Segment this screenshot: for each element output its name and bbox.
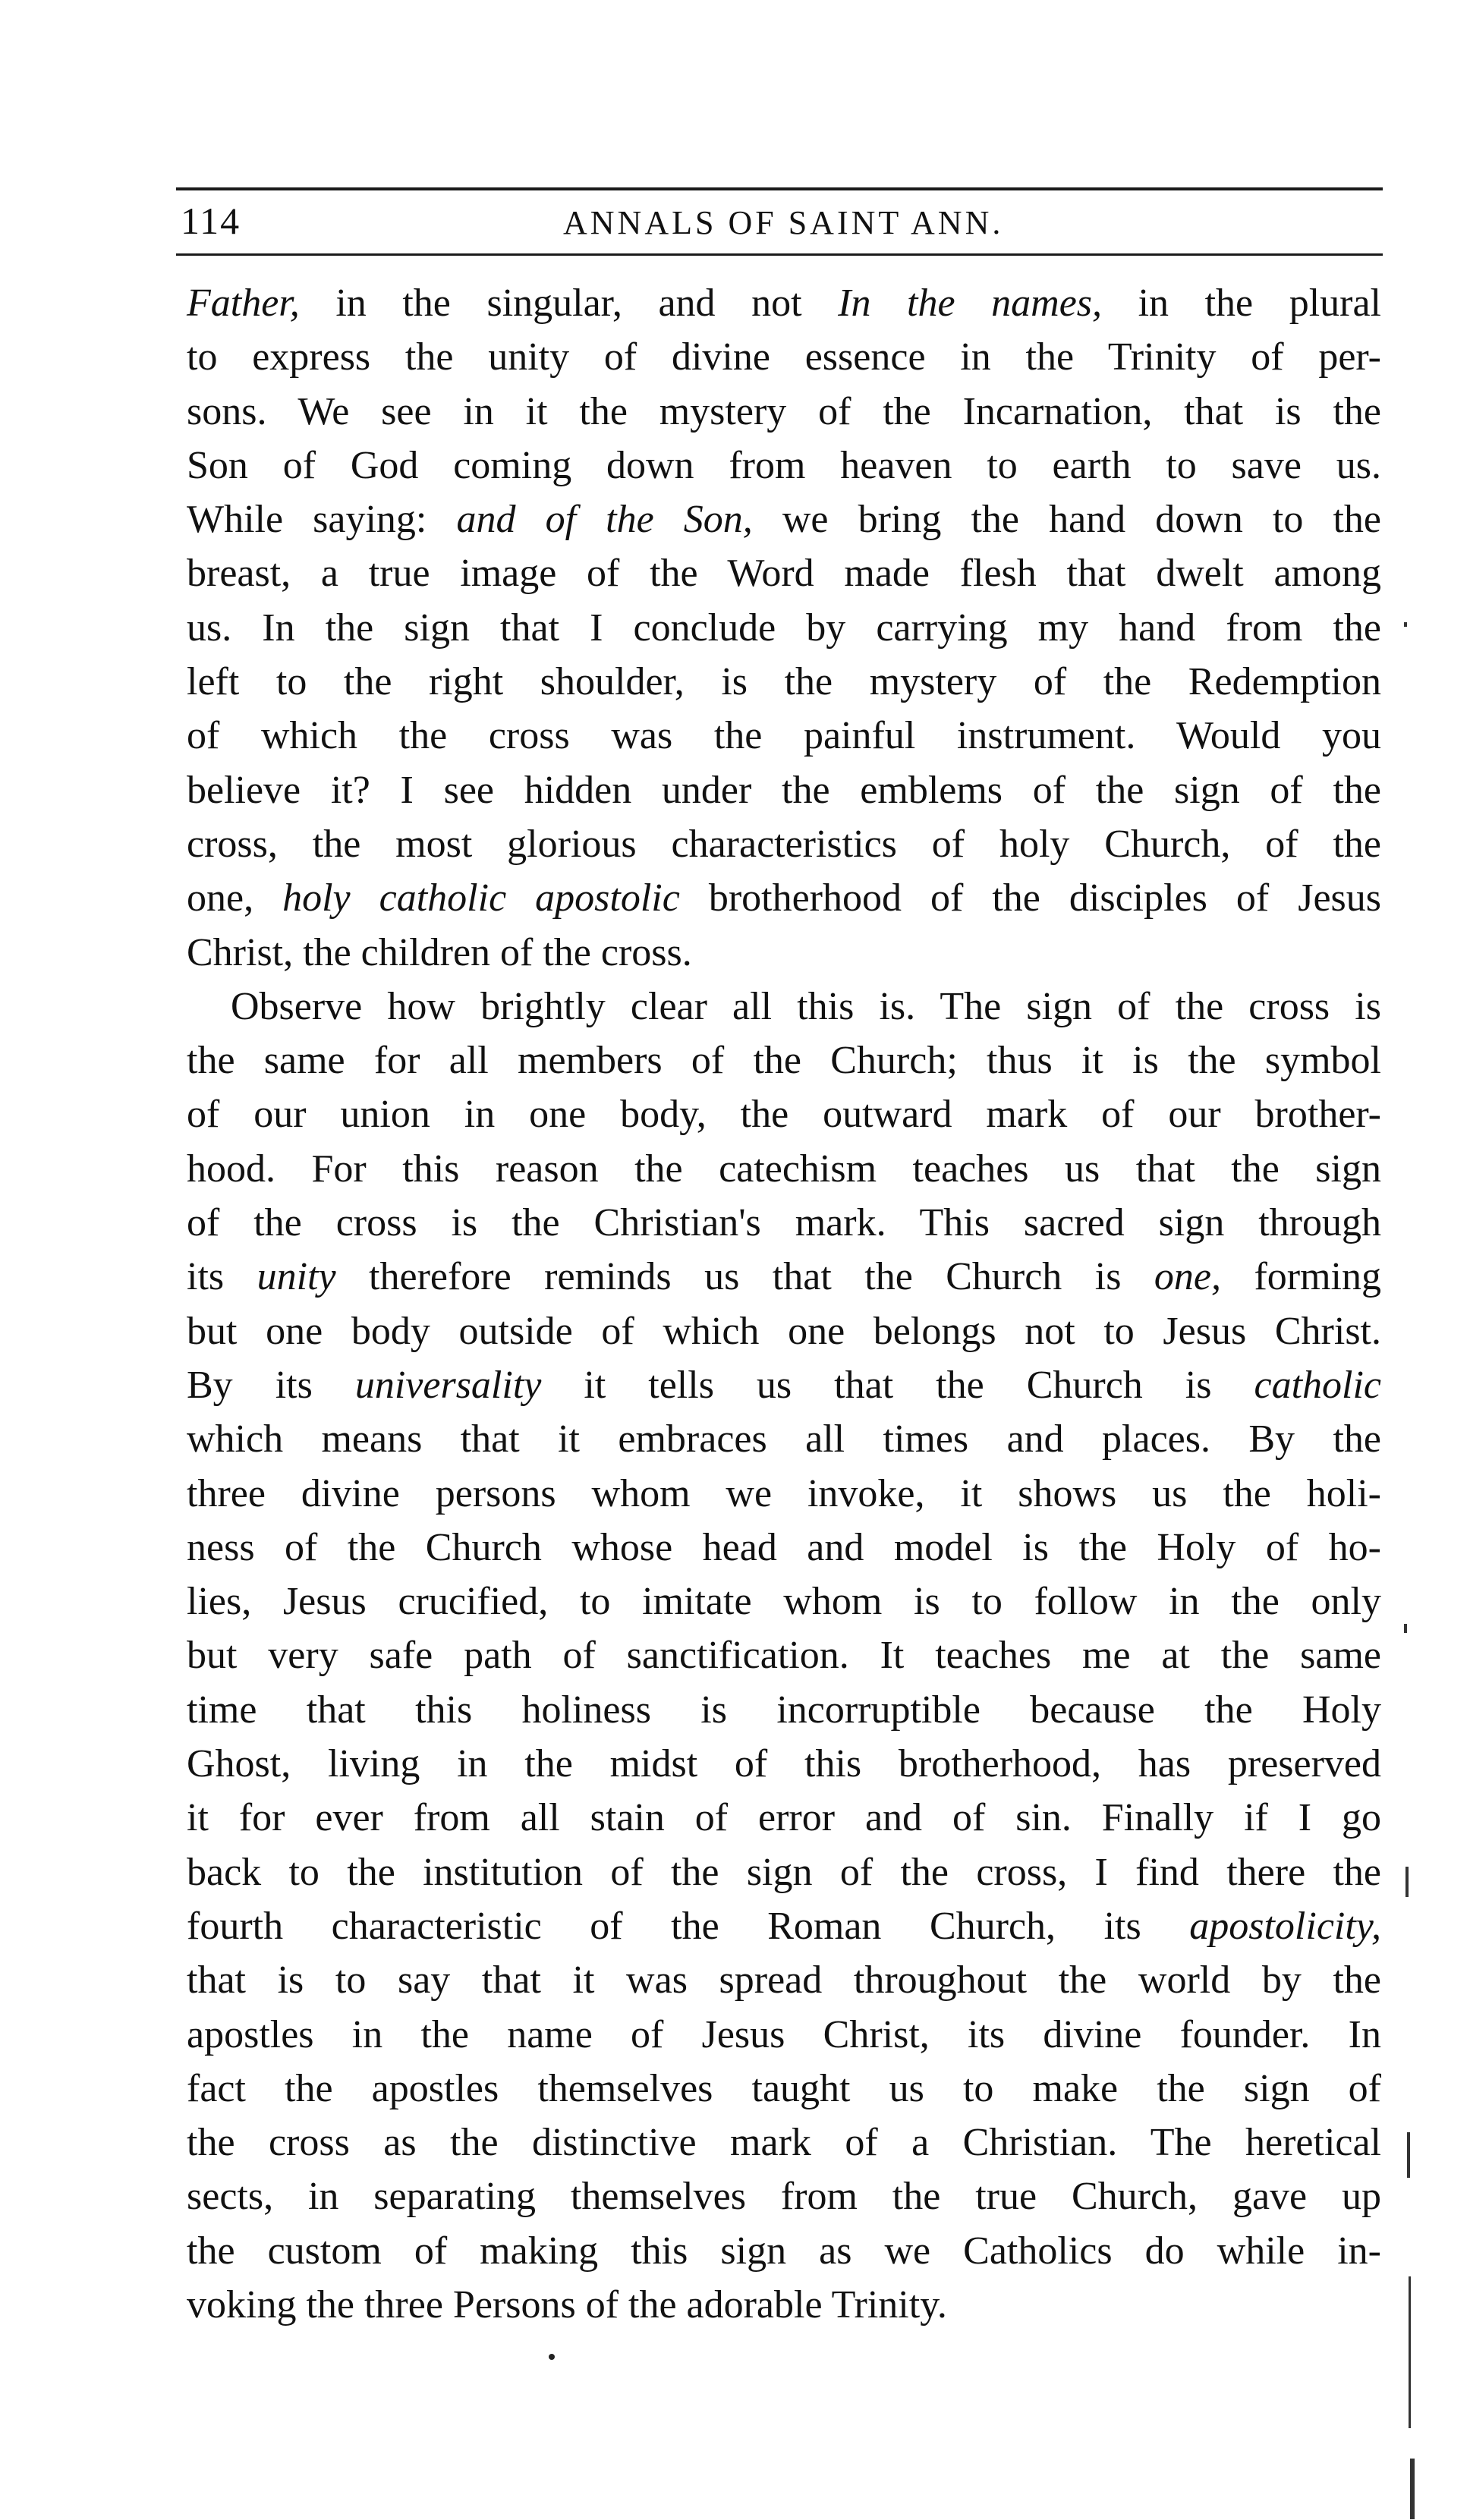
text-line bbox=[187, 709, 1381, 763]
body-text bbox=[187, 276, 1381, 2332]
text-run: time that this holiness is incorruptible because the Holy bbox=[187, 1688, 1381, 1732]
text-line bbox=[187, 1791, 1381, 1845]
text-line bbox=[187, 492, 1381, 546]
text-line bbox=[187, 763, 1381, 817]
text-line bbox=[187, 330, 1381, 384]
running-head bbox=[176, 199, 1383, 252]
italic-text: apostolicity, bbox=[1189, 1904, 1381, 1948]
text-line bbox=[187, 2278, 1381, 2332]
page-edge-marks bbox=[1402, 622, 1433, 2519]
text-run: but one body outside of which one belongs not to Jesus Christ. bbox=[187, 1309, 1381, 1353]
text-run: Ghost, living in the midst of this brotherhood, has preserved bbox=[187, 1742, 1381, 1786]
text-run: it tells us that the Church is bbox=[541, 1363, 1254, 1407]
text-run: us. In the sign that I conclude by carrying my hand from the bbox=[187, 606, 1381, 650]
text-line bbox=[187, 817, 1381, 871]
text-run: ness of the Church whose head and model is the Holy of ho- bbox=[187, 1525, 1381, 1569]
text-line bbox=[187, 2169, 1381, 2223]
page-number: 114 bbox=[181, 200, 241, 242]
text-run: Son of God coming down from heaven to earth to save us. bbox=[187, 443, 1381, 487]
text-run: the cross as the distinctive mark of a Christian. The heretical bbox=[187, 2121, 1381, 2165]
text-run: of the cross is the Christian's mark. This sacred sign through bbox=[187, 1201, 1381, 1245]
header-rule-top bbox=[176, 187, 1383, 190]
text-run: but very safe path of sanctification. It teaches me at the same bbox=[187, 1634, 1381, 1678]
text-run: of which the cross was the painful instrument. Would you bbox=[187, 714, 1381, 758]
text-line bbox=[187, 1899, 1381, 1953]
text-line bbox=[187, 1250, 1381, 1304]
text-line bbox=[187, 926, 1381, 980]
text-line bbox=[187, 1467, 1381, 1521]
text-run: of our union in one body, the outward mark of our brother- bbox=[187, 1093, 1381, 1137]
text-line bbox=[187, 1142, 1381, 1196]
text-line bbox=[187, 1304, 1381, 1358]
header-rule-bottom bbox=[176, 253, 1383, 256]
text-run: voking the three Persons of the adorable Trinity. bbox=[187, 2282, 947, 2327]
text-run: we bring the hand down to the bbox=[752, 498, 1381, 542]
text-run: lies, Jesus crucified, to imitate whom is to follow in the only bbox=[187, 1580, 1381, 1624]
text-line bbox=[187, 1521, 1381, 1575]
text-line bbox=[187, 546, 1381, 600]
italic-text: and of the Son, bbox=[456, 498, 753, 542]
text-run: that is to say that it was spread throughout the world by the bbox=[187, 1958, 1381, 2002]
italic-text: holy catholic apostolic bbox=[282, 876, 680, 920]
italic-text: universality bbox=[354, 1363, 542, 1407]
text-line bbox=[187, 1358, 1381, 1412]
text-run: Christ, the children of the cross. bbox=[187, 930, 692, 974]
text-run: By its bbox=[187, 1363, 355, 1407]
text-line bbox=[187, 1953, 1381, 2007]
ornament-dot bbox=[549, 2354, 555, 2360]
text-run: fourth characteristic of the Roman Church, its bbox=[187, 1904, 1190, 1948]
text-run: the custom of making this sign as we Catholics do while in- bbox=[187, 2229, 1381, 2273]
text-run: brotherhood of the disciples of Jesus bbox=[679, 876, 1381, 920]
text-run: While saying: bbox=[187, 498, 457, 542]
text-line bbox=[187, 601, 1381, 655]
text-line bbox=[187, 1196, 1381, 1250]
text-line bbox=[187, 1737, 1381, 1791]
text-run: therefore reminds us that the Church is bbox=[335, 1255, 1154, 1299]
text-line bbox=[187, 1845, 1381, 1899]
text-line bbox=[187, 2224, 1381, 2278]
text-run: sects, in separating themselves from the true Church, gave up bbox=[187, 2175, 1381, 2219]
italic-text: catholic bbox=[1254, 1363, 1381, 1407]
text-line bbox=[187, 1033, 1381, 1087]
italic-text: one, bbox=[1154, 1255, 1222, 1299]
italic-text: Father, bbox=[187, 282, 300, 325]
text-run: in the singular, and not bbox=[299, 282, 839, 325]
text-run: in the plural bbox=[1102, 282, 1381, 325]
text-run: left to the right shoulder, is the mystery of the Redemption bbox=[187, 660, 1381, 704]
text-run: the same for all members of the Church; thus it is the symbol bbox=[187, 1039, 1381, 1083]
text-line bbox=[187, 385, 1381, 439]
text-line bbox=[187, 439, 1381, 492]
italic-text: unity bbox=[257, 1255, 336, 1299]
running-title: ANNALS OF SAINT ANN. bbox=[563, 204, 1004, 241]
text-run: cross, the most glorious characteristics of holy Church, of the bbox=[187, 822, 1381, 866]
text-line bbox=[187, 1087, 1381, 1141]
text-line bbox=[187, 1628, 1381, 1682]
text-line bbox=[187, 1575, 1381, 1628]
text-line bbox=[187, 1683, 1381, 1737]
text-run: its bbox=[187, 1255, 257, 1299]
text-run: sons. We see in it the mystery of the Incarnation, that is the bbox=[187, 389, 1381, 433]
text-run: breast, a true image of the Word made flesh that dwelt among bbox=[187, 552, 1381, 596]
text-run: hood. For this reason the catechism teaches us that the sign bbox=[187, 1147, 1381, 1191]
text-line bbox=[187, 2008, 1381, 2062]
text-run: three divine persons whom we invoke, it shows us the holi- bbox=[187, 1471, 1381, 1515]
text-line bbox=[187, 655, 1381, 709]
text-line bbox=[187, 276, 1381, 330]
text-run: it for ever from all stain of error and of sin. Finally if I go bbox=[187, 1796, 1381, 1840]
text-line bbox=[187, 980, 1381, 1033]
text-run: fact the apostles themselves taught us to make the sign of bbox=[187, 2066, 1381, 2110]
text-run: Observe how brightly clear all this is. The sign of the cross is bbox=[231, 984, 1381, 1028]
italic-text: In the names, bbox=[838, 282, 1103, 325]
text-run: forming bbox=[1221, 1255, 1382, 1299]
text-run: back to the institution of the sign of the cross, I find there the bbox=[187, 1850, 1381, 1894]
text-line bbox=[187, 2062, 1381, 2116]
text-run: one, bbox=[187, 876, 283, 920]
text-run: apostles in the name of Jesus Christ, its divine founder. In bbox=[187, 2012, 1381, 2056]
text-run: which means that it embraces all times and places. By the bbox=[187, 1417, 1381, 1461]
text-run: to express the unity of divine essence in the Trinity of per- bbox=[187, 335, 1381, 379]
text-line bbox=[187, 871, 1381, 925]
text-line bbox=[187, 2116, 1381, 2169]
text-line bbox=[187, 1412, 1381, 1466]
text-run: believe it? I see hidden under the emblems of the sign of the bbox=[187, 768, 1381, 812]
